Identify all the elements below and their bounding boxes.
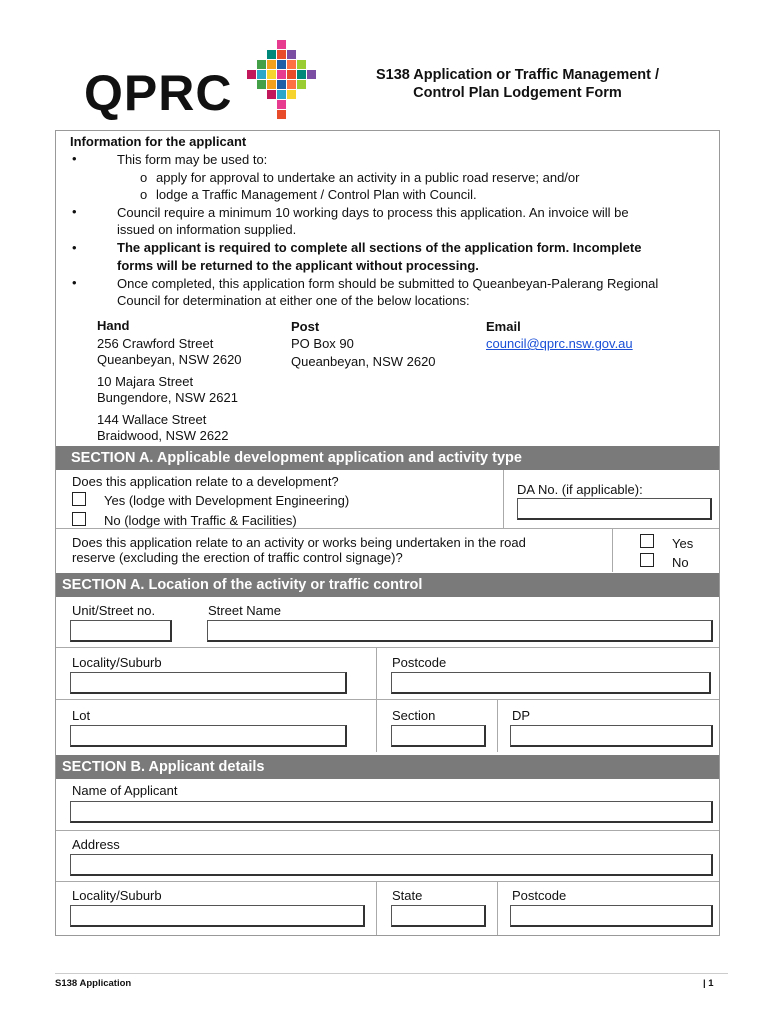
section-label: Section	[392, 708, 436, 723]
footer-page-number: | 1	[703, 978, 714, 989]
divider	[56, 647, 719, 648]
divider	[56, 699, 719, 700]
logo-tile	[287, 70, 296, 79]
logo-tile	[297, 80, 306, 89]
logo-tile	[267, 50, 276, 59]
location-locality-input[interactable]	[70, 672, 347, 694]
divider	[56, 528, 719, 529]
hand-address-3-line2: Braidwood, NSW 2622	[97, 428, 229, 443]
da-number-label: DA No. (if applicable):	[517, 482, 643, 497]
divider	[376, 882, 377, 935]
info-bullet-2-line2: issued on information supplied.	[117, 222, 297, 237]
logo-tile	[277, 70, 286, 79]
info-sub-2: lodge a Traffic Management / Control Plan with Council.	[156, 187, 477, 202]
development-no-label: No (lodge with Traffic & Facilities)	[104, 513, 297, 528]
applicant-name-input[interactable]	[70, 801, 713, 823]
hand-address-2-line1: 10 Majara Street	[97, 374, 194, 389]
applicant-name-label: Name of Applicant	[72, 783, 178, 798]
logo-tile	[297, 70, 306, 79]
info-bullet-3-line1: The applicant is required to complete all sections of the application form. Incomplete	[117, 240, 642, 255]
logo-tile	[257, 70, 266, 79]
development-yes-checkbox[interactable]	[72, 492, 86, 506]
logo-tile	[277, 50, 286, 59]
unit-street-input[interactable]	[70, 620, 172, 642]
logo-tile	[277, 60, 286, 69]
divider	[56, 830, 719, 831]
development-question: Does this application relate to a development?	[72, 474, 339, 489]
section-input[interactable]	[391, 725, 486, 747]
divider	[612, 529, 613, 572]
bullet-icon: •	[72, 275, 77, 290]
divider	[376, 700, 377, 752]
form-title	[345, 66, 690, 102]
email-heading: Email	[486, 319, 521, 334]
sub-bullet-icon: o	[140, 187, 148, 202]
road-reserve-question-line2: reserve (excluding the erection of traffic control signage)?	[72, 550, 403, 565]
hand-address-1-line1: 256 Crawford Street	[97, 336, 214, 351]
logo-tile	[277, 110, 286, 119]
location-locality-label: Locality/Suburb	[72, 655, 162, 670]
info-sub-1: apply for approval to undertake an activity in a public road reserve; and/or	[156, 170, 580, 185]
bullet-icon: •	[72, 204, 77, 219]
logo-tile	[267, 60, 276, 69]
address-input[interactable]	[70, 854, 713, 876]
hand-address-1-line2: Queanbeyan, NSW 2620	[97, 352, 242, 367]
form-title-line2: Control Plan Lodgement Form	[413, 85, 622, 101]
qprc-logo-mark	[244, 40, 324, 120]
divider	[56, 881, 719, 882]
form-title-line1: S138 Application or Traffic Management /	[375, 67, 660, 83]
logo-tile	[277, 80, 286, 89]
dp-input[interactable]	[510, 725, 713, 747]
logo-tile	[247, 70, 256, 79]
state-label: State	[392, 888, 423, 903]
da-number-input[interactable]	[517, 498, 712, 520]
divider	[497, 882, 498, 935]
logo-tile	[277, 40, 286, 49]
road-reserve-no-label: No	[672, 555, 689, 570]
road-reserve-question-line1: Does this application relate to an activity or works being undertaken in the road	[72, 535, 526, 550]
post-heading: Post	[291, 319, 320, 334]
address-label: Address	[72, 837, 120, 852]
street-name-label: Street Name	[208, 603, 281, 618]
info-bullet-2-line1: Council require a minimum 10 working days to process this application. An invoice will be	[117, 205, 629, 220]
street-name-input[interactable]	[207, 620, 713, 642]
hand-heading: Hand	[97, 318, 130, 333]
bullet-icon: •	[72, 151, 77, 166]
road-reserve-no-checkbox[interactable]	[640, 553, 654, 567]
logo-tile	[287, 60, 296, 69]
logo-tile	[257, 60, 266, 69]
location-postcode-input[interactable]	[391, 672, 711, 694]
bullet-icon: •	[72, 240, 77, 255]
road-reserve-yes-checkbox[interactable]	[640, 534, 654, 548]
logo-tile	[287, 80, 296, 89]
logo-tile	[277, 90, 286, 99]
applicant-locality-input[interactable]	[70, 905, 365, 927]
applicant-postcode-label: Postcode	[512, 888, 567, 903]
info-bullet-4-line1: Once completed, this application form should be submitted to Queanbeyan-Palerang Regional	[117, 276, 659, 291]
divider	[376, 648, 377, 699]
sub-bullet-icon: o	[140, 170, 148, 185]
dp-label: DP	[512, 708, 531, 723]
logo-tile	[297, 60, 306, 69]
logo-tile	[267, 70, 276, 79]
location-postcode-label: Postcode	[392, 655, 447, 670]
logo-tile	[307, 70, 316, 79]
road-reserve-yes-label: Yes	[672, 536, 694, 551]
logo-tile	[287, 90, 296, 99]
state-input[interactable]	[391, 905, 486, 927]
logo-tile	[277, 100, 286, 109]
info-bullet-1: This form may be used to:	[117, 152, 268, 167]
logo-tile	[267, 90, 276, 99]
section-a2-heading: SECTION A. Location of the activity or traffic control	[56, 573, 719, 597]
divider	[503, 470, 504, 528]
development-no-checkbox[interactable]	[72, 512, 86, 526]
logo-tile	[257, 80, 266, 89]
lot-label: Lot	[72, 708, 91, 723]
section-a1-heading: SECTION A. Applicable development application and activity type	[56, 446, 719, 470]
lot-input[interactable]	[70, 725, 347, 747]
post-address-line1: PO Box 90	[291, 336, 354, 351]
hand-address-3-line1: 144 Wallace Street	[97, 412, 207, 427]
section-b-heading: SECTION B. Applicant details	[56, 755, 719, 779]
email-link[interactable]: council@qprc.nsw.gov.au	[486, 336, 633, 351]
hand-address-2-line2: Bungendore, NSW 2621	[97, 390, 238, 405]
divider	[497, 700, 498, 752]
qprc-logo-text: QPRC	[84, 65, 233, 121]
development-yes-label: Yes (lodge with Development Engineering)	[104, 493, 350, 508]
footer-rule	[55, 973, 728, 974]
post-address-line2: Queanbeyan, NSW 2620	[291, 354, 436, 369]
unit-street-label: Unit/Street no.	[72, 603, 156, 618]
applicant-locality-label: Locality/Suburb	[72, 888, 162, 903]
applicant-postcode-input[interactable]	[510, 905, 713, 927]
footer-form-name: S138 Application	[55, 978, 132, 989]
info-bullet-3-line2: forms will be returned to the applicant without processing.	[117, 258, 479, 273]
info-heading: Information for the applicant	[70, 134, 247, 149]
info-bullet-4-line2: Council for determination at either one of the below locations:	[117, 293, 470, 308]
logo-tile	[287, 50, 296, 59]
logo-tile	[267, 80, 276, 89]
